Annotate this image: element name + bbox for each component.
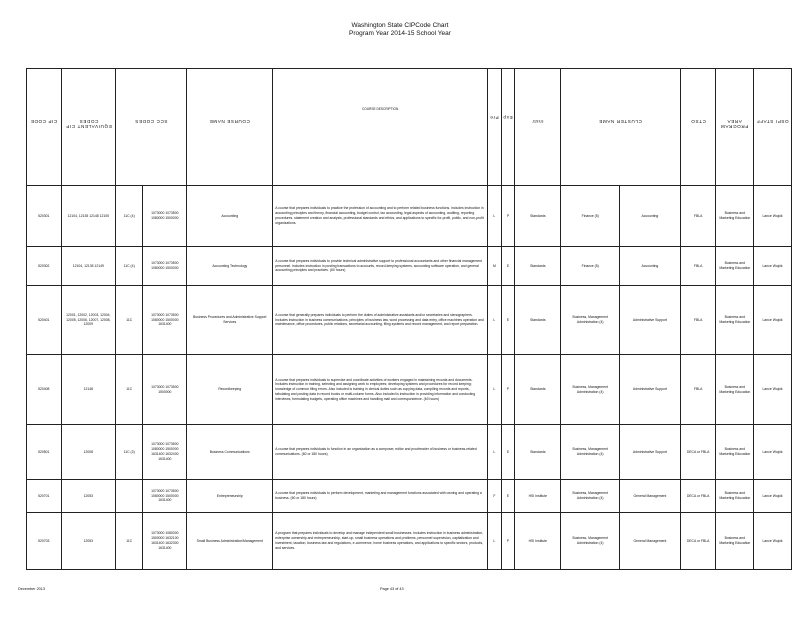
cell-cip-code: 520701	[27, 480, 62, 513]
cell-equivalent-codes: 12104, 12135 12148 12105	[61, 186, 115, 247]
cell-scc: 11C	[116, 355, 143, 425]
cell-description: A course that prepares individuals to function in an organization as a composer, editor and proofreader of business or business-related communications. (60 or 180 hours)	[273, 425, 488, 480]
cell-instr: Standards	[515, 247, 561, 286]
cell-description: A program that prepares individuals to develop and manage independent small businesses. Includes instruction in business administration, enterprise ownership and entrepreneurship, start-up, small business operations and problems, personnel supervision, capitalization and investment, taxation, business law and regulations, e-commerce, home business operations, and applications to specific sectors, products, and services.	[273, 513, 488, 570]
col-exp: Exp	[501, 69, 515, 186]
cell-equivalent-codes: 12104, 12135 12149	[61, 247, 115, 286]
cell-cluster-name: Business, Management Administration (4)	[561, 355, 620, 425]
cell-scc: 11C	[116, 513, 143, 570]
cell-scc: 11C (4)	[116, 247, 143, 286]
table-row	[27, 286, 792, 355]
cell-program-area: Business and Marketing Education	[716, 355, 754, 425]
cell-ospi-staff: Lance Wojcik	[754, 425, 792, 480]
cell-course-name: Small Business Administration/Management	[187, 513, 273, 570]
cell-course-name: Business Communications	[187, 425, 273, 480]
title-line-2: Program Year 2014-15 School Year	[349, 30, 451, 37]
cell-codes: 1073000 1080000 1500000 1632100 1631400 1632300 1631400	[143, 513, 187, 570]
cell-exp: E	[501, 425, 515, 480]
cell-ctso: FBLA	[680, 186, 716, 247]
cip-code-table	[26, 68, 792, 570]
cell-exp: P	[501, 513, 515, 570]
table-row	[27, 480, 792, 513]
cell-ospi-staff: Lance Wojcik	[754, 286, 792, 355]
table-row	[27, 513, 792, 570]
cell-program-area: Business and Marketing Education	[716, 247, 754, 286]
cell-exp: E	[501, 480, 515, 513]
cell-cip-code: 520501	[27, 425, 62, 480]
cell-ospi-staff: Lance Wojcik	[754, 247, 792, 286]
cell-pathway: Administrative Support	[620, 286, 681, 355]
col-equivalent-codes: EQUIVALENT CIP CODES	[61, 69, 115, 186]
cell-cluster-name: Business, Management Administration (4)	[561, 480, 620, 513]
cell-cluster-name: Finance (5)	[561, 247, 620, 286]
cell-program-area: Business and Marketing Education	[716, 513, 754, 570]
table-body	[27, 186, 792, 570]
cell-instr: Standards	[515, 286, 561, 355]
cell-ospi-staff: Lance Wojcik	[754, 186, 792, 247]
cell-pre: L	[488, 513, 502, 570]
cell-ospi-staff: Lance Wojcik	[754, 355, 792, 425]
header-row	[27, 69, 792, 186]
cell-program-area: Business and Marketing Education	[716, 425, 754, 480]
cell-equivalent-codes: 12008	[61, 425, 115, 480]
table-row	[27, 186, 792, 247]
cell-instr: Standards	[515, 186, 561, 247]
cell-program-area: Business and Marketing Education	[716, 186, 754, 247]
cell-pathway: General Management	[620, 513, 681, 570]
table-row	[27, 355, 792, 425]
cell-exp: E	[501, 247, 515, 286]
cell-cluster-name: Business, Management Administration (4)	[561, 286, 620, 355]
cell-instr: HSI Institute	[515, 480, 561, 513]
cell-equivalent-codes: 12148	[61, 355, 115, 425]
cell-pre: L	[488, 186, 502, 247]
cell-pre: F	[488, 480, 502, 513]
col-course-description: COURSE DESCRIPTION	[273, 69, 488, 186]
cell-cip-code: 520408	[27, 355, 62, 425]
cell-description: A course that prepares individuals to practice the profession of accounting and to perform related business functions. Includes instruction in accounting principles and theory, financial accounting, budget control, tax accounting, legal aspects of accounting, auditing, reporting procedures, statement creation and analysis, professional standards and ethics, and applications to specific for-profit, public, and non-profit organizations.	[273, 186, 488, 247]
title-line-1: Washington State CIPCode Chart	[351, 22, 449, 29]
cell-pathway: Administrative Support	[620, 355, 681, 425]
cell-ctso: FBLA	[680, 355, 716, 425]
cell-codes: 1073000 1073500 1080000 1500000 1631400	[143, 286, 187, 355]
cell-ospi-staff: Lance Wojcik	[754, 480, 792, 513]
footer-date: December 2013	[18, 587, 46, 591]
cell-instr: Standards	[515, 355, 561, 425]
col-pre: Pre	[488, 69, 502, 186]
cell-scc: 11C	[116, 286, 143, 355]
cell-codes: 1073000 1073500 1080000 1500000	[143, 186, 187, 247]
cell-description: A course that prepares individuals to provide technical administrative support to professional accountants and other financial management personnel. Includes instruction in posting transactions to accounts, record-keeping systems, accounting software operation, and general accounting principles and practices. (60 hours)	[273, 247, 488, 286]
document-title	[0, 22, 800, 38]
cell-ctso: DECA or FBLA	[680, 480, 716, 513]
cell-cip-code: 520301	[27, 186, 62, 247]
cell-description: A course that generally prepares individuals to perform the duties of administrative assistants and/or secretaries and stenographers. Includes instruction in business communications, principles of business law, word processing and data entry, office machines operation and maintenance, office procedures, public relations, secretarial accounting, filing systems and record management, and report preparation.	[273, 286, 488, 355]
cell-ctso: DECA or FBLA	[680, 513, 716, 570]
cell-codes: 1073000 1073500 1080000 1500000	[143, 247, 187, 286]
cell-course-name: Accounting	[187, 186, 273, 247]
cell-cluster-name: Business, Management Administration (4)	[561, 513, 620, 570]
cell-pre: L	[488, 425, 502, 480]
cell-pre: L	[488, 355, 502, 425]
cell-codes: 1073000 1073500 1500000	[143, 355, 187, 425]
cell-instr: HSI Institute	[515, 513, 561, 570]
cell-exp: P	[501, 355, 515, 425]
cell-course-name: Accounting Technology	[187, 247, 273, 286]
cell-exp: E	[501, 286, 515, 355]
cell-ospi-staff: Lance Wojcik	[754, 513, 792, 570]
cell-scc: 11C (4)	[116, 186, 143, 247]
table-row	[27, 425, 792, 480]
cell-description: A course that prepares individuals to perform development, marketing and management functions associated with owning and operating a business. (60 or 180 hours)	[273, 480, 488, 513]
cell-pathway: General Management	[620, 480, 681, 513]
cell-program-area: Business and Marketing Education	[716, 480, 754, 513]
cell-course-name: Entrepreneurship	[187, 480, 273, 513]
cell-equivalent-codes: 12053	[61, 480, 115, 513]
col-cluster-name: CLUSTER NAME	[561, 69, 680, 186]
cell-cluster-name: Finance (5)	[561, 186, 620, 247]
cell-ctso: FBLA	[680, 286, 716, 355]
cell-program-area: Business and Marketing Education	[716, 286, 754, 355]
cell-pathway: Accounting	[620, 247, 681, 286]
cell-pre: M	[488, 247, 502, 286]
cell-course-name: Recordkeeping	[187, 355, 273, 425]
cell-cip-code: 520703	[27, 513, 62, 570]
cell-pathway: Administrative Support	[620, 425, 681, 480]
cell-pathway: Accounting	[620, 186, 681, 247]
col-program-area: PROGRAM AREA	[716, 69, 754, 186]
col-ospi-staff: OSPI STAFF	[754, 69, 792, 186]
footer-page: Page 43 of 43	[380, 587, 404, 591]
col-ctso: CTSO	[680, 69, 716, 186]
col-instr: Instr	[515, 69, 561, 186]
cell-ctso: FBLA	[680, 247, 716, 286]
cell-equivalent-codes: 12001, 12002, 12003, 12004, 12005, 12006, 12007, 12008, 12009	[61, 286, 115, 355]
cell-scc: 11C (3)	[116, 425, 143, 480]
cell-cluster-name: Business, Management Administration (4)	[561, 425, 620, 480]
col-course-name: COURSE NAME	[187, 69, 273, 186]
table-row	[27, 247, 792, 286]
cell-instr: Standards	[515, 425, 561, 480]
col-scc-codes: SCC CODES	[116, 69, 187, 186]
col-cip-code: CIP CODE	[27, 69, 62, 186]
cell-course-name: Business Procedures and Administrative Support Services	[187, 286, 273, 355]
cell-exp: P	[501, 186, 515, 247]
cell-description: A course that prepares individuals to supervise and coordinate activities of workers engaged in maintaining records and documents. Includes instruction in training, selecting and assigning work to employees; developing systems and procedures for record keeping; knowledge of common filing errors. Also included is training in clerical duties such as copying data, compiling records and reports, tabulating and posting data in record books or multi-column forms. Also included is instruction in providing information and conducting interviews, formulating budgets, operating office machines and handling mail and correspondence. (60 hours)	[273, 355, 488, 425]
cell-equivalent-codes: 12053	[61, 513, 115, 570]
cell-codes: 1073000 1073500 1080000 1500000 1631400 1632400 1631400	[143, 425, 187, 480]
cell-scc	[116, 480, 143, 513]
cell-pre: L	[488, 286, 502, 355]
cell-cip-code: 520401	[27, 286, 62, 355]
cell-codes: 1073000 1073500 1080000 1500000 1631400	[143, 480, 187, 513]
cell-ctso: DECA or FBLA	[680, 425, 716, 480]
cell-cip-code: 520302	[27, 247, 62, 286]
